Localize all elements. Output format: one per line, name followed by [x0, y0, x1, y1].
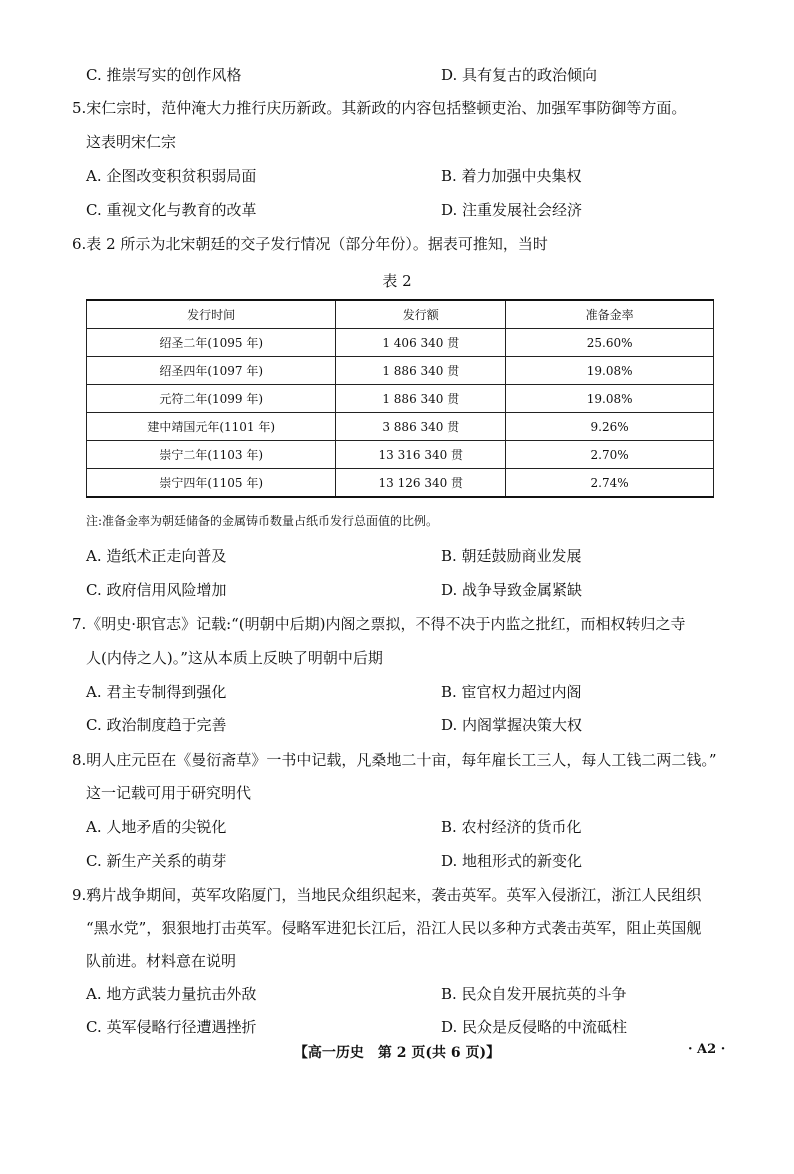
- table-cell: 9.26%: [506, 413, 714, 441]
- table-header-amount: 发行额: [336, 300, 506, 329]
- q5-stem-line1: 5.宋仁宗时，范仲淹大力推行庆历新政。其新政的内容包括整顿吏治、加强军事防御等方面。: [72, 99, 687, 117]
- table-cell: 崇宁二年(1103 年): [87, 441, 336, 469]
- table-cell: 崇宁四年(1105 年): [87, 469, 336, 498]
- q9-stem-line2: “黑水党”，狠狠地打击英军。侵略军进犯长江后，沿江人民以多种方式袭击英军，阻止英国舰: [86, 919, 702, 937]
- table-cell: 3 886 340 贯: [336, 413, 506, 441]
- table-cell: 绍圣四年(1097 年): [87, 357, 336, 385]
- table-cell: 2.70%: [506, 441, 714, 469]
- page-footer: 【高一历史 第 2 页(共 6 页)】: [293, 1045, 501, 1061]
- q8-option-a: A. 人地矛盾的尖锐化: [86, 818, 227, 836]
- q5-option-a: A. 企图改变积贫积弱局面: [86, 167, 257, 185]
- table-header-reserve: 准备金率: [506, 300, 714, 329]
- q7-option-b: B. 宦官权力超过内阁: [441, 683, 582, 701]
- q6-stem-line1: 6.表 2 所示为北宋朝廷的交子发行情况（部分年份）。据表可推知，当时: [72, 235, 548, 253]
- table-row: [87, 357, 714, 385]
- q5-option-c: C. 重视文化与教育的改革: [86, 201, 257, 219]
- table-cell: 25.60%: [506, 329, 714, 357]
- q5-option-d: D. 注重发展社会经济: [441, 201, 583, 219]
- q9-option-c: C. 英军侵略行径遭遇挫折: [86, 1018, 257, 1036]
- page-id: · A2 ·: [688, 1042, 726, 1057]
- q9-stem-line3: 队前进。材料意在说明: [86, 952, 237, 970]
- q8-option-b: B. 农村经济的货币化: [441, 818, 582, 836]
- table-cell: 13 316 340 贯: [336, 441, 506, 469]
- q5-stem-line2: 这表明宋仁宗: [86, 133, 177, 151]
- q9-stem-line1: 9.鸦片战争期间，英军攻陷厦门，当地民众组织起来，袭击英军。英军入侵浙江，浙江人民组织: [72, 886, 702, 904]
- q9-option-b: B. 民众自发开展抗英的斗争: [441, 985, 627, 1003]
- table-cell: 13 126 340 贯: [336, 469, 506, 498]
- q8-option-c: C. 新生产关系的萌芽: [86, 852, 227, 870]
- q7-stem-line2: 人(内侍之人)。”这从本质上反映了明朝中后期: [86, 649, 383, 667]
- q6-option-c: C. 政府信用风险增加: [86, 581, 227, 599]
- table-cell: 2.74%: [506, 469, 714, 498]
- q4-option-c: C. 推崇写实的创作风格: [86, 66, 242, 84]
- table-cell: 1 406 340 贯: [336, 329, 506, 357]
- q6-option-b: B. 朝廷鼓励商业发展: [441, 547, 582, 565]
- table-header-time: 发行时间: [87, 300, 336, 329]
- table-cell: 1 886 340 贯: [336, 357, 506, 385]
- table-row: [87, 413, 714, 441]
- table-row: [87, 329, 714, 357]
- table-cell: 19.08%: [506, 357, 714, 385]
- q8-option-d: D. 地租形式的新变化: [441, 852, 583, 870]
- table-row: [87, 385, 714, 413]
- table-row: [87, 441, 714, 469]
- table-cell: 1 886 340 贯: [336, 385, 506, 413]
- q7-option-d: D. 内阁掌握决策大权: [441, 716, 583, 734]
- q7-option-a: A. 君主专制得到强化: [86, 683, 227, 701]
- q6-option-a: A. 造纸术正走向普及: [86, 547, 227, 565]
- q8-stem-line1: 8.明人庄元臣在《曼衍斋草》一书中记载，凡桑地二十亩，每年雇长工三人，每人工钱二两二钱。”: [72, 751, 717, 769]
- q7-stem-line1: 7.《明史·职官志》记载:“(明朝中后期)内阁之票拟，不得不决于内监之批红，而相权转归之寺: [72, 615, 686, 633]
- q9-option-a: A. 地方武装力量抗击外敌: [86, 985, 257, 1003]
- q9-option-d: D. 民众是反侵略的中流砥柱: [441, 1018, 628, 1036]
- table-cell: 19.08%: [506, 385, 714, 413]
- table-caption: 表 2: [382, 272, 412, 290]
- table-cell: 元符二年(1099 年): [87, 385, 336, 413]
- table-row: [87, 469, 714, 498]
- q8-stem-line2: 这一记载可用于研究明代: [86, 784, 252, 802]
- q5-option-b: B. 着力加强中央集权: [441, 167, 582, 185]
- table-cell: 建中靖国元年(1101 年): [87, 413, 336, 441]
- q7-option-c: C. 政治制度趋于完善: [86, 716, 227, 734]
- table-header-row: [87, 300, 714, 329]
- q4-option-d: D. 具有复古的政治倾向: [441, 66, 598, 84]
- q6-option-d: D. 战争导致金属紧缺: [441, 581, 583, 599]
- table-cell: 绍圣二年(1095 年): [87, 329, 336, 357]
- issuance-table: [86, 299, 714, 498]
- table-note: 注:准备金率为朝廷储备的金属铸币数量占纸币发行总面值的比例。: [86, 514, 439, 528]
